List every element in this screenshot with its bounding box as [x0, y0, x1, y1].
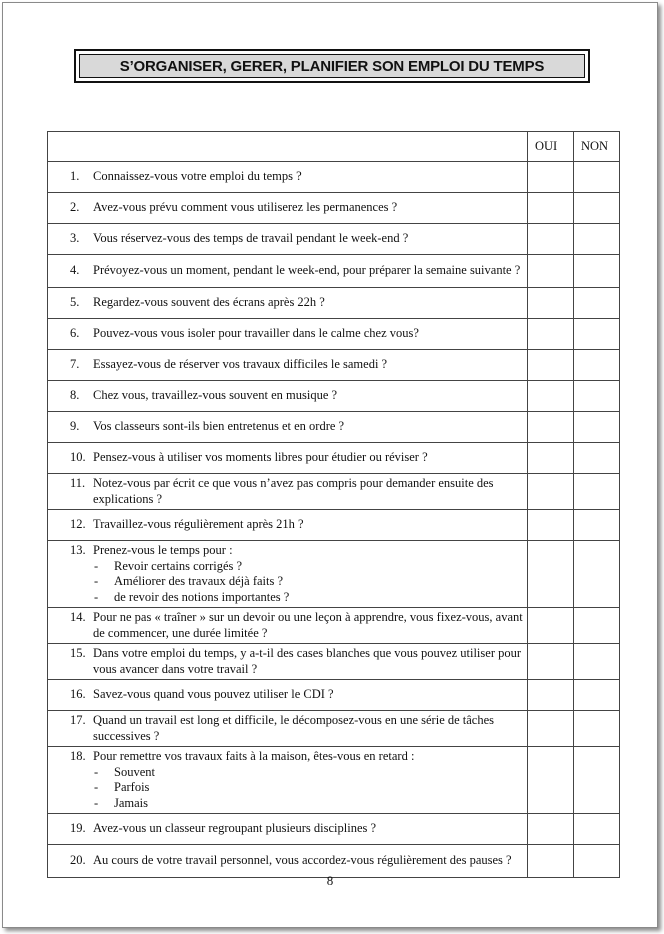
question-text: Notez-vous par écrit ce que vous n’avez pas compris pour demander ensuite des explications ?: [93, 476, 494, 506]
table-row: [48, 412, 620, 443]
question-number: 15.: [70, 646, 86, 660]
question-cell: [48, 644, 528, 680]
non-answer-cell[interactable]: [574, 319, 620, 350]
question-text: Au cours de votre travail personnel, vous accordez-vous régulièrement des pauses ?: [93, 853, 512, 868]
oui-answer-cell[interactable]: [528, 255, 574, 288]
question-number: 1.: [70, 169, 80, 184]
sub-option-text: Revoir certains corrigés ?: [114, 558, 243, 573]
table-row: [48, 814, 620, 845]
question-number: 14.: [70, 610, 86, 624]
oui-answer-cell[interactable]: [528, 162, 574, 193]
question-number: 18.: [70, 749, 86, 763]
non-answer-cell[interactable]: [574, 224, 620, 255]
table-row: [48, 319, 620, 350]
question-cell: [48, 711, 528, 747]
table-row: [48, 255, 620, 288]
oui-answer-cell[interactable]: [528, 644, 574, 680]
question-text: Avez-vous un classeur regroupant plusieurs disciplines ?: [93, 821, 377, 836]
non-answer-cell[interactable]: [574, 680, 620, 711]
question-text: Prenez-vous le temps pour :: [93, 543, 233, 557]
question-number: 3.: [70, 231, 80, 246]
question-text: Quand un travail est long et difficile, le décomposez-vous en une série de tâches successives ?: [93, 713, 495, 743]
question-number: 8.: [70, 388, 80, 403]
non-answer-cell[interactable]: [574, 510, 620, 541]
question-text: Avez-vous prévu comment vous utiliserez les permanences ?: [93, 200, 398, 215]
question-cell: [48, 319, 528, 350]
non-answer-cell[interactable]: [574, 350, 620, 381]
question-cell: [48, 255, 528, 288]
question-text: Prévoyez-vous un moment, pendant le week-end, pour préparer la semaine suivante ?: [93, 263, 521, 278]
bullet-dash: -: [94, 795, 99, 810]
question-cell: [48, 541, 528, 608]
question-cell: [48, 608, 528, 644]
question-text: Connaissez-vous votre emploi du temps ?: [93, 169, 302, 184]
table-row: [48, 711, 620, 747]
non-answer-cell[interactable]: [574, 747, 620, 814]
table-row: [48, 747, 620, 814]
question-text: Savez-vous quand vous pouvez utiliser le CDI ?: [93, 687, 334, 702]
question-cell: [48, 350, 528, 381]
question-number: 10.: [70, 450, 86, 465]
question-cell: [48, 412, 528, 443]
question-number: 9.: [70, 419, 80, 434]
sub-option: [93, 574, 523, 590]
non-answer-cell[interactable]: [574, 255, 620, 288]
page-number: 8: [326, 873, 334, 888]
oui-answer-cell[interactable]: [528, 412, 574, 443]
sub-option: [93, 796, 523, 812]
question-cell: [48, 288, 528, 319]
sub-option: [93, 590, 523, 606]
oui-answer-cell[interactable]: [528, 711, 574, 747]
questionnaire-table: [47, 131, 620, 878]
table-row: [48, 443, 620, 474]
question-cell: [48, 510, 528, 541]
table-row: [48, 288, 620, 319]
question-cell: [48, 747, 528, 814]
question-text: Regardez-vous souvent des écrans après 22h ?: [93, 295, 325, 310]
non-answer-cell[interactable]: [574, 193, 620, 224]
question-text: Pouvez-vous vous isoler pour travailler dans le calme chez vous?: [93, 326, 419, 341]
question-number: 13.: [70, 543, 86, 557]
question-cell: [48, 680, 528, 711]
question-cell: [48, 193, 528, 224]
non-answer-cell[interactable]: [574, 288, 620, 319]
question-text: Pensez-vous à utiliser vos moments libres pour étudier ou réviser ?: [93, 450, 428, 465]
question-text: Vos classeurs sont-ils bien entretenus et en ordre ?: [93, 419, 345, 434]
oui-answer-cell[interactable]: [528, 608, 574, 644]
non-answer-cell[interactable]: [574, 814, 620, 845]
oui-answer-cell[interactable]: [528, 814, 574, 845]
question-text: Vous réservez-vous des temps de travail pendant le week-end ?: [93, 231, 409, 246]
oui-answer-cell[interactable]: [528, 680, 574, 711]
oui-answer-cell[interactable]: [528, 443, 574, 474]
sub-option: [93, 559, 523, 575]
table-row: [48, 680, 620, 711]
question-cell: [48, 814, 528, 845]
sub-option-text: Jamais: [114, 795, 149, 810]
non-answer-cell[interactable]: [574, 162, 620, 193]
question-text: Essayez-vous de réserver vos travaux difficiles le samedi ?: [93, 357, 388, 372]
question-number: 11.: [70, 476, 86, 490]
question-cell: [48, 162, 528, 193]
sub-option: [93, 765, 523, 781]
sub-option-text: Améliorer des travaux déjà faits ?: [114, 574, 284, 588]
title-box: [74, 49, 590, 83]
table-row: [48, 162, 620, 193]
sub-option: [93, 780, 523, 796]
header-row: [48, 132, 620, 162]
page-title: S’ORGANISER, GERER, PLANIFIER SON EMPLOI DU TEMPS: [79, 54, 585, 78]
table-row: [48, 541, 620, 608]
bullet-dash: -: [94, 764, 99, 779]
bullet-dash: -: [94, 780, 99, 794]
table-row: [48, 608, 620, 644]
question-number: 17.: [70, 713, 86, 727]
non-answer-cell[interactable]: [574, 412, 620, 443]
table-row: [48, 224, 620, 255]
oui-answer-cell[interactable]: [528, 288, 574, 319]
oui-answer-cell[interactable]: [528, 319, 574, 350]
non-answer-cell[interactable]: [574, 644, 620, 680]
table-row: [48, 381, 620, 412]
question-cell: [48, 443, 528, 474]
header-non: NON: [574, 132, 620, 162]
non-answer-cell[interactable]: [574, 541, 620, 608]
question-text: Dans votre emploi du temps, y a-t-il des cases blanches que vous pouvez utiliser pour vous avancer dans votre travail ?: [93, 646, 522, 676]
question-number: 20.: [70, 853, 86, 868]
question-cell: [48, 224, 528, 255]
non-answer-cell[interactable]: [574, 443, 620, 474]
oui-answer-cell[interactable]: [528, 381, 574, 412]
table-row: [48, 350, 620, 381]
oui-answer-cell[interactable]: [528, 224, 574, 255]
table-row: [48, 474, 620, 510]
table-row: [48, 510, 620, 541]
question-number: 19.: [70, 821, 86, 836]
question-cell: [48, 381, 528, 412]
question-number: 2.: [70, 200, 80, 215]
header-oui: OUI: [528, 132, 574, 162]
non-answer-cell[interactable]: [574, 474, 620, 510]
document-page: [2, 2, 658, 928]
question-number: 16.: [70, 687, 86, 702]
question-cell: [48, 474, 528, 510]
question-text: Pour remettre vos travaux faits à la maison, êtes-vous en retard :: [93, 749, 415, 763]
oui-answer-cell[interactable]: [528, 350, 574, 381]
table-row: [48, 644, 620, 680]
oui-answer-cell[interactable]: [528, 474, 574, 510]
bullet-dash: -: [94, 558, 99, 573]
question-number: 5.: [70, 295, 80, 310]
non-answer-cell[interactable]: [574, 381, 620, 412]
question-number: 6.: [70, 326, 80, 341]
question-text: Pour ne pas « traîner » sur un devoir ou une leçon à apprendre, vous fixez-vous, avant de commencer, une durée limitée ?: [93, 610, 523, 640]
question-number: 12.: [70, 517, 86, 532]
non-answer-cell[interactable]: [574, 711, 620, 747]
non-answer-cell[interactable]: [574, 608, 620, 644]
sub-option-text: de revoir des notions importantes ?: [114, 589, 290, 604]
sub-option-text: Souvent: [114, 764, 155, 779]
bullet-dash: -: [94, 574, 99, 588]
question-text: Travaillez-vous régulièrement après 21h ?: [93, 517, 304, 532]
oui-answer-cell[interactable]: [528, 510, 574, 541]
table-row: [48, 193, 620, 224]
oui-answer-cell[interactable]: [528, 747, 574, 814]
bullet-dash: -: [94, 589, 99, 604]
header-empty-cell: [48, 132, 528, 162]
question-number: 4.: [70, 263, 80, 278]
oui-answer-cell[interactable]: [528, 193, 574, 224]
oui-answer-cell[interactable]: [528, 541, 574, 608]
sub-option-text: Parfois: [114, 780, 150, 794]
question-text: Chez vous, travaillez-vous souvent en musique ?: [93, 388, 338, 403]
question-number: 7.: [70, 357, 80, 372]
